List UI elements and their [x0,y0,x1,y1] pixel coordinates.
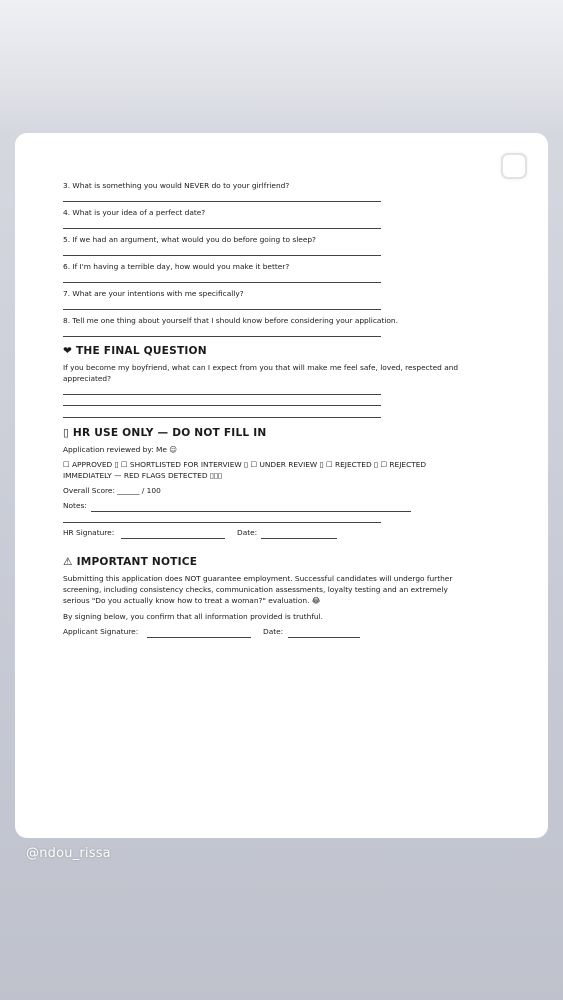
hr-options-2: IMMEDIATELY — RED FLAGS DETECTED ▯▯▯ [63,471,223,480]
answer-line-8[interactable] [63,336,381,337]
final-answer-line-3[interactable] [63,417,381,418]
hr-date-line[interactable] [261,538,337,539]
final-question-text-1: If you become my boyfriend, what can I expect from you that will make me feel safe, loved, respected and [63,363,459,372]
final-answer-line-2[interactable] [63,405,381,406]
answer-line-4[interactable] [63,228,381,229]
question-7: 7. What are your intentions with me specifically? [63,289,244,298]
question-8: 8. Tell me one thing about yourself that I should know before considering your application. [63,316,398,325]
document-card [15,133,548,838]
select-checkbox[interactable] [501,153,527,179]
answer-line-5[interactable] [63,255,381,256]
notice-text-1: Submitting this application does NOT guarantee employment. Successful candidates will undergo further [63,574,453,583]
question-3: 3. What is something you would NEVER do to your girlfriend? [63,181,290,190]
confirm-text: By signing below, you confirm that all information provided is truthful. [63,612,324,621]
answer-line-6[interactable] [63,282,381,283]
answer-line-3[interactable] [63,201,381,202]
notes-line-2[interactable] [63,522,381,523]
notice-text-3: serious "Do you actually know how to treat a woman?" evaluation. 😂 [63,596,321,605]
background-blur [0,0,563,130]
applicant-date-label: Date: [263,627,284,636]
question-4: 4. What is your idea of a perfect date? [63,208,206,217]
applicant-signature-label: Applicant Signature: [63,627,139,636]
final-question-heading: ❤ THE FINAL QUESTION [63,345,207,357]
hr-signature-line[interactable] [121,538,225,539]
question-6: 6. If I'm having a terrible day, how would you make it better? [63,262,290,271]
final-answer-line-1[interactable] [63,394,381,395]
hr-heading: ▯ HR USE ONLY — DO NOT FILL IN [63,427,267,439]
hr-signature-label: HR Signature: [63,528,115,537]
reviewed-by: Application reviewed by: Me ☺ [63,445,178,454]
hr-date-label: Date: [237,528,258,537]
notice-text-2: screening, including consistency checks, communication assessments, loyalty testing and an extremely [63,585,448,594]
applicant-signature-line[interactable] [147,637,251,638]
username-watermark: @ndou_rissa [26,846,111,861]
hr-options-1: ☐ APPROVED ▯ ☐ SHORTLISTED FOR INTERVIEW ▯ ☐ UNDER REVIEW ▯ ☐ REJECTED ▯ ☐ REJECTED [63,460,427,469]
overall-score: Overall Score: ______ / 100 [63,486,161,495]
applicant-date-line[interactable] [288,637,360,638]
notes-line-1[interactable] [91,511,411,512]
final-question-text-2: appreciated? [63,374,112,383]
answer-line-7[interactable] [63,309,381,310]
notice-heading: ⚠ IMPORTANT NOTICE [63,556,198,568]
notes-label: Notes: [63,501,87,510]
question-5: 5. If we had an argument, what would you do before going to sleep? [63,235,316,244]
